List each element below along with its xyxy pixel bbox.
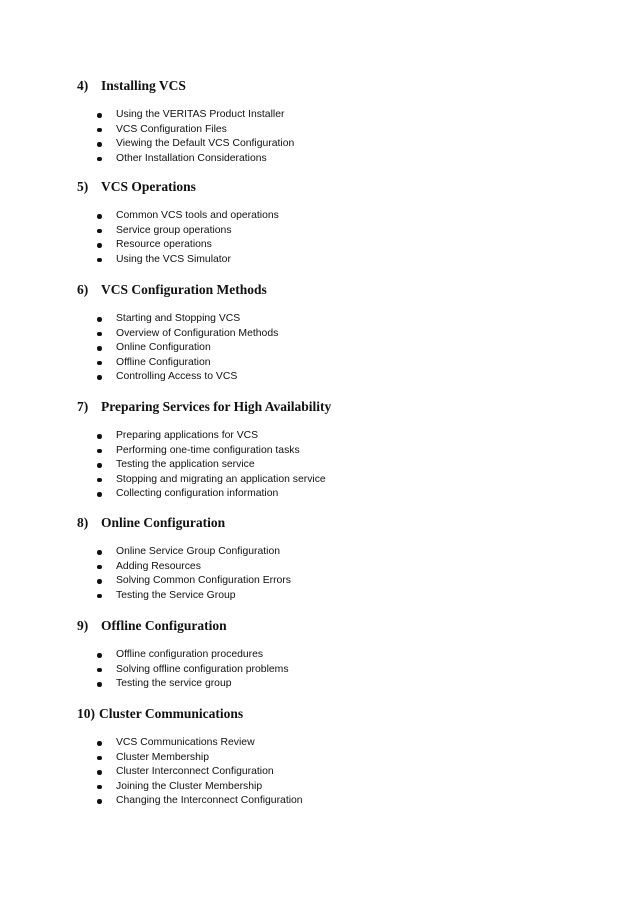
bullet-icon [97,682,102,687]
list-item: Overview of Configuration Methods [77,327,617,342]
section-number: 9) [77,618,89,633]
section-heading [77,77,617,95]
section-number: 6) [77,282,89,297]
section-number: 10) [77,706,95,721]
bullet-icon [97,332,102,337]
bullet-icon [97,463,102,468]
section-7 [77,398,617,502]
bullet-icon [97,214,102,219]
list-item: Cluster Interconnect Configuration [77,765,617,780]
list-item: Offline Configuration [77,356,617,371]
section-4 [77,77,617,166]
section-6 [77,281,617,385]
list-item: Online Configuration [77,341,617,356]
section-heading [77,398,617,416]
list-item: Offline configuration procedures [77,648,617,663]
list-item: Adding Resources [77,560,617,575]
list-item: Using the VCS Simulator [77,253,617,268]
list-item: VCS Communications Review [77,736,617,751]
bullet-icon [97,785,102,790]
section-heading [77,705,617,723]
list-item: Service group operations [77,224,617,239]
bullet-icon [97,799,102,804]
section-title: Preparing Services for High Availability [101,399,332,414]
section-number: 7) [77,399,89,414]
bullet-list [77,545,617,603]
bullet-icon [97,478,102,483]
bullet-icon [97,361,102,366]
section-title: Offline Configuration [101,618,227,633]
section-number: 5) [77,179,89,194]
section-heading [77,178,617,196]
bullet-list [77,736,617,809]
section-title: Online Configuration [101,515,226,530]
section-title: VCS Configuration Methods [101,282,267,297]
bullet-icon [97,741,102,746]
list-item: Joining the Cluster Membership [77,780,617,795]
bullet-icon [97,434,102,439]
list-item: Solving offline configuration problems [77,663,617,678]
bullet-icon [97,128,102,133]
section-5 [77,178,617,267]
bullet-icon [97,375,102,380]
list-item: VCS Configuration Files [77,123,617,138]
bullet-icon [97,243,102,248]
bullet-icon [97,449,102,454]
section-9 [77,617,617,692]
list-item: Using the VERITAS Product Installer [77,108,617,123]
list-item: Solving Common Configuration Errors [77,574,617,589]
list-item: Controlling Access to VCS [77,370,617,385]
bullet-list [77,648,617,692]
bullet-icon [97,317,102,322]
section-number: 8) [77,515,89,530]
list-item: Starting and Stopping VCS [77,312,617,327]
section-title: Cluster Communications [99,706,244,721]
section-number: 4) [77,78,89,93]
section-title: VCS Operations [101,179,196,194]
list-item: Other Installation Considerations [77,152,617,167]
list-item: Online Service Group Configuration [77,545,617,560]
list-item: Stopping and migrating an application service [77,473,617,488]
bullet-list [77,209,617,267]
list-item: Changing the Interconnect Configuration [77,794,617,809]
list-item: Cluster Membership [77,751,617,766]
section-heading [77,617,617,635]
list-item: Preparing applications for VCS [77,429,617,444]
section-heading [77,514,617,532]
bullet-list [77,108,617,166]
bullet-icon [97,229,102,234]
bullet-icon [97,653,102,658]
bullet-icon [97,668,102,673]
bullet-icon [97,594,102,599]
list-item: Testing the Service Group [77,589,617,604]
list-item: Collecting configuration information [77,487,617,502]
section-heading [77,281,617,299]
list-item: Resource operations [77,238,617,253]
bullet-icon [97,579,102,584]
bullet-icon [97,756,102,761]
bullet-list [77,429,617,502]
list-item: Common VCS tools and operations [77,209,617,224]
bullet-icon [97,113,102,118]
section-10 [77,705,617,809]
list-item: Testing the application service [77,458,617,473]
list-item: Viewing the Default VCS Configuration [77,137,617,152]
section-title: Installing VCS [101,78,186,93]
bullet-list [77,312,617,385]
section-8 [77,514,617,603]
bullet-icon [97,492,102,497]
bullet-icon [97,258,102,263]
bullet-icon [97,346,102,351]
bullet-icon [97,142,102,147]
bullet-icon [97,157,102,162]
bullet-icon [97,550,102,555]
list-item: Testing the service group [77,677,617,692]
list-item: Performing one-time configuration tasks [77,444,617,459]
bullet-icon [97,565,102,570]
bullet-icon [97,770,102,775]
